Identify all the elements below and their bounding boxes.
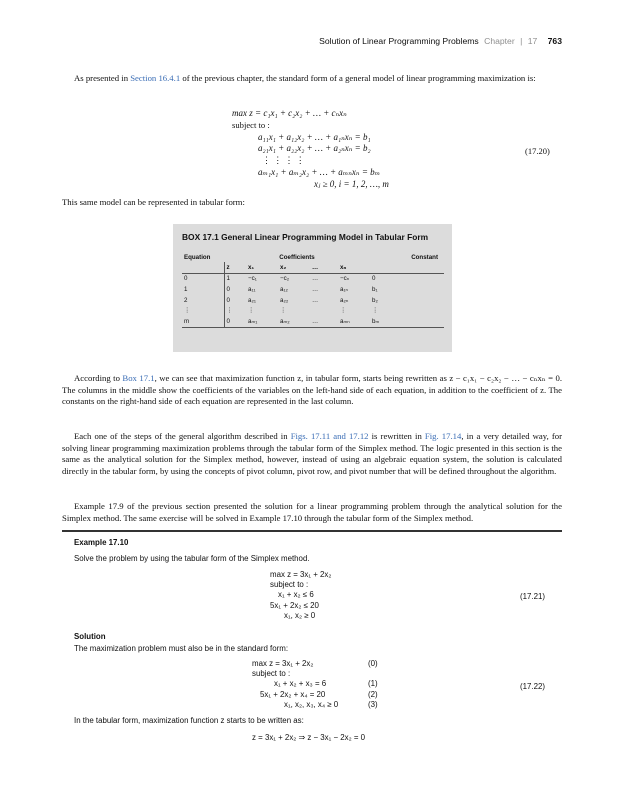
col-header: xₙ [338, 262, 370, 273]
eq-line: max z = c₁x₁ + c₂x₂ + … + cₙxₙ [232, 108, 347, 118]
cell: a₁₁ [248, 285, 256, 293]
paragraph-algorithm [62, 431, 562, 477]
eq-tag: (1) [368, 679, 378, 689]
eq-line: x₁, x₂, x₃, x₄ ≥ 0 [284, 699, 339, 709]
cell: a₂ₙ [340, 296, 349, 304]
eq-tag: (0) [368, 659, 378, 668]
cell: a₁₂ [280, 285, 288, 293]
header-chapter-number: 17 [527, 36, 538, 46]
standard-form-equation [252, 659, 412, 710]
figures-link[interactable]: Figs. 17.11 and 17.12 [290, 431, 369, 441]
cell: 0 [226, 285, 230, 293]
eq-tag: (3) [368, 699, 378, 709]
cell: m [182, 316, 224, 327]
cell: ⋮ [280, 307, 287, 315]
example-problem-equation [270, 570, 331, 621]
eq-line: 5x₁ + 2x₂ + x₄ = 20 [260, 689, 326, 699]
p2-post: , in a very detailed way, for solving linear programming maximization problems through the tabular form of the Simplex method. The logic presented in this section is the same as the analytical solution for the Simplex method, however, instead of using an algebraic equation system, the solution is calculated directly in the tabular form, by using the concepts of pivot column, pivot row, and pivot number that will be defined throughout the algorithm. [62, 431, 562, 476]
table-row [182, 305, 444, 316]
cell: … [312, 275, 319, 283]
eq-line: x₁ + x₂ + x₃ = 6 [274, 679, 327, 689]
tabular-text: In the tabular form, maximization function z starts to be written as: [74, 716, 304, 725]
p2-pre: Each one of the steps of the general algorithm described in [74, 431, 291, 441]
example-prompt: Solve the problem by using the tabular form of the Simplex method. [74, 554, 310, 563]
cell: 1 [226, 275, 230, 283]
cell: −cₙ [340, 275, 350, 283]
header-constant: Constant [411, 253, 438, 261]
table-row [182, 273, 444, 284]
box-link[interactable]: Box 17.1 [122, 373, 155, 383]
cell: ⋮ [340, 307, 347, 315]
cell: −c₁ [248, 275, 257, 283]
header-chapter: Chapter [484, 36, 515, 46]
eq-line: a₁₁x₁ + a₁₂x₂ + … + a₁ₙxₙ = b₁ [258, 131, 371, 142]
figure-link[interactable]: Fig. 17.14 [424, 431, 462, 441]
cell: ⋮ [248, 307, 255, 315]
eq-line: x₁, x₂ ≥ 0 [284, 610, 316, 620]
cell: 1 [182, 284, 224, 295]
eq-line: a₂₁x₁ + a₂₂x₂ + … + a₂ₙxₙ = b₂ [258, 143, 371, 154]
header-title: Solution of Linear Programming Problems [319, 36, 479, 46]
table-row [182, 295, 444, 306]
p2-mid: is rewritten in [368, 431, 425, 441]
eq-line: xⱼ ≥ 0, i = 1, 2, …, m [314, 178, 389, 189]
box-title: BOX 17.1 General Linear Programming Model in Tabular Form [182, 232, 429, 242]
cell: ⋮ [372, 307, 379, 315]
equation-number: (17.20) [525, 146, 550, 156]
cell: −c₂ [280, 275, 290, 283]
cell: a₁ₙ [340, 285, 348, 293]
paragraph-box-explanation [62, 373, 562, 408]
intro-text-post: of the previous chapter, the standard form of a general model of linear programming maximization is: [180, 73, 536, 83]
cell: b₂ [372, 296, 378, 304]
eq-tag: (2) [368, 689, 378, 699]
cell: a₂₂ [280, 296, 289, 304]
p1-post: , we can see that maximization function z, in tabular form, starts being rewritten as z − c₁x₁ − c₂x₂ − … − cₙxₙ = 0. The columns in the middle show the coefficients of the variables on the left-hand side of each equation, in addition to the coefficient of z. The constants on the right-hand side of each equation are represented in the last column. [62, 373, 562, 407]
eq-line: subject to : [270, 580, 309, 590]
cell: … [312, 296, 319, 304]
eq-line: 5x₁ + 2x₂ ≤ 20 [270, 600, 319, 610]
solution-title: Solution [74, 632, 106, 641]
header-equation: Equation [184, 253, 211, 261]
eq-line: max z = 3x₁ + 2x₂ [270, 570, 332, 579]
cell: … [310, 316, 338, 327]
p1-pre: According to [74, 373, 123, 383]
paragraph-example-ref: Example 17.9 of the previous section presented the solution for a linear programming problem through the analytical solution for the Simplex method. The same exercise will be solved in Example 17.10 through the tabular form of the Simplex method. [62, 501, 562, 523]
cell: 0 [182, 273, 224, 284]
col-header: x₂ [278, 262, 310, 273]
cell: … [312, 285, 319, 293]
col-header: z [224, 262, 246, 273]
cell: 2 [182, 295, 224, 306]
cell: b₁ [372, 285, 378, 293]
eq-line: subject to : [252, 669, 291, 679]
table-row [182, 284, 444, 295]
running-header [0, 36, 562, 46]
example-divider [62, 530, 562, 532]
final-equation: z = 3x₁ + 2x₂ ⇒ z − 3x₁ − 2x₂ = 0 [252, 733, 366, 742]
section-link[interactable]: Section 16.4.1 [130, 73, 181, 83]
general-model-equation [232, 108, 389, 191]
cell: 0 [224, 316, 246, 327]
header-coefficients: Coefficients [279, 253, 315, 261]
intro-text-pre: As presented in [74, 73, 131, 83]
eq-line: x₁ + x₂ ≤ 6 [278, 590, 314, 600]
box-17-1 [173, 224, 452, 352]
col-header: … [310, 262, 338, 273]
cell [310, 305, 338, 316]
cell: aₘₙ [338, 316, 370, 327]
cell: ⋮ [182, 305, 224, 316]
cell: ⋮ [226, 307, 233, 315]
header-separator: | [520, 36, 523, 46]
example-title: Example 17.10 [74, 538, 129, 547]
cell: 0 [226, 296, 230, 304]
eq-line: subject to : [232, 119, 270, 130]
page-number: 763 [547, 36, 562, 46]
equation-number: (17.22) [520, 682, 546, 691]
cell: bₘ [370, 316, 444, 327]
intro-paragraph [62, 73, 562, 85]
table-row [182, 316, 444, 327]
tabular-model-table [182, 252, 444, 328]
tabular-intro-text: This same model can be represented in tabular form: [62, 197, 245, 207]
cell: a₂₁ [248, 296, 256, 304]
eq-line: max z = 3x₁ + 2x₂ [252, 659, 314, 668]
cell: aₘ₁ [246, 316, 278, 327]
cell: aₘ₂ [278, 316, 310, 327]
solution-text: The maximization problem must also be in the standard form: [74, 644, 289, 653]
eq-line: aₘ₁x₁ + aₘ₂x₂ + … + aₘₙxₙ = bₘ [258, 166, 381, 177]
col-header: x₁ [246, 262, 278, 273]
cell: 0 [372, 275, 376, 283]
equation-tags [368, 659, 378, 710]
equation-number: (17.21) [520, 592, 546, 601]
eq-line: ⋮ ⋮ ⋮ ⋮ [262, 155, 305, 166]
